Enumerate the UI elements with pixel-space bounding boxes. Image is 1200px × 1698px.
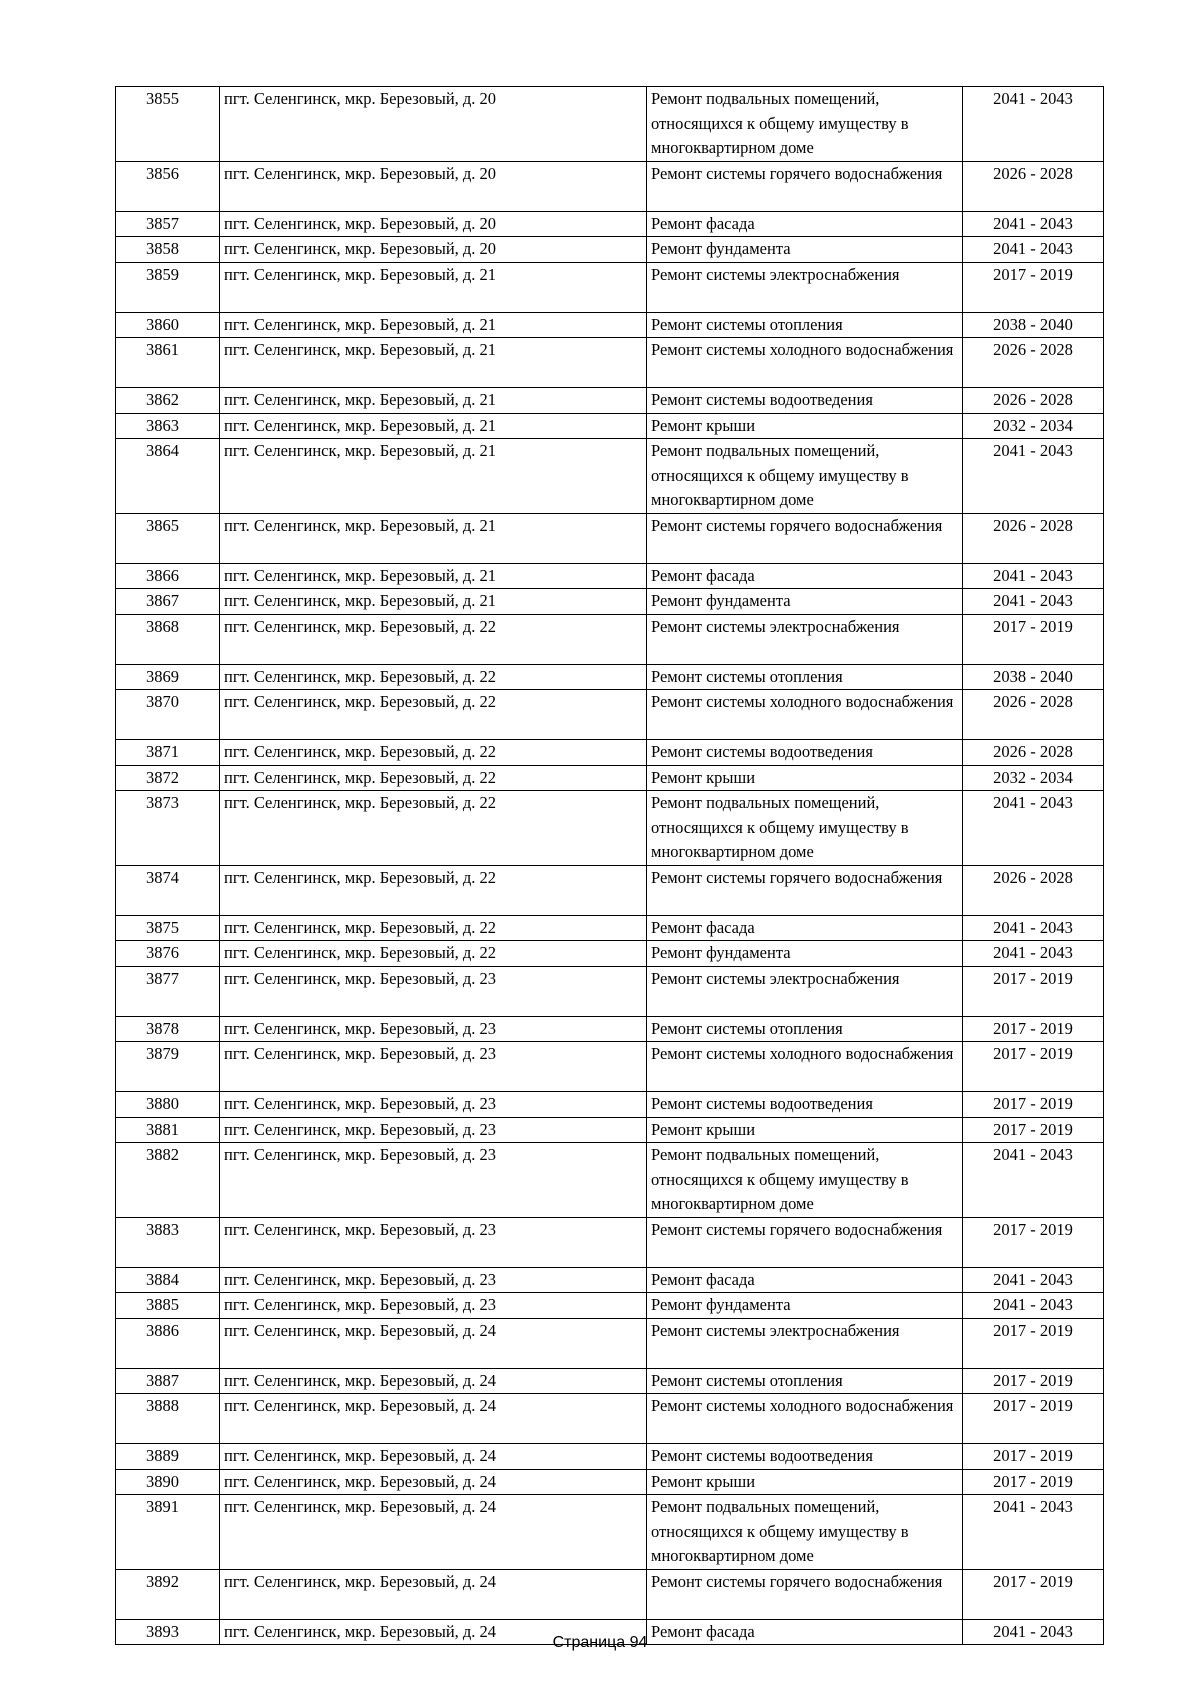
row-work-type: Ремонт фасада [647, 211, 963, 237]
row-work-type: Ремонт системы водоотведения [647, 740, 963, 766]
row-address: пгт. Селенгинск, мкр. Березовый, д. 22 [220, 765, 647, 791]
row-period: 2017 - 2019 [963, 1092, 1104, 1118]
row-period: 2017 - 2019 [963, 966, 1104, 1016]
row-number: 3870 [116, 690, 220, 740]
row-work-type: Ремонт системы водоотведения [647, 1444, 963, 1470]
row-period: 2017 - 2019 [963, 1394, 1104, 1444]
table-row [116, 1117, 1104, 1143]
table-row [116, 563, 1104, 589]
row-number: 3880 [116, 1092, 220, 1118]
row-address: пгт. Селенгинск, мкр. Березовый, д. 23 [220, 1016, 647, 1042]
row-work-type: Ремонт фасада [647, 915, 963, 941]
row-address: пгт. Селенгинск, мкр. Березовый, д. 24 [220, 1619, 647, 1645]
row-work-type: Ремонт системы отопления [647, 1368, 963, 1394]
row-number: 3873 [116, 791, 220, 866]
row-address: пгт. Селенгинск, мкр. Березовый, д. 24 [220, 1495, 647, 1570]
row-period: 2041 - 2043 [963, 1143, 1104, 1218]
row-address: пгт. Селенгинск, мкр. Березовый, д. 23 [220, 1042, 647, 1092]
row-address: пгт. Селенгинск, мкр. Березовый, д. 22 [220, 740, 647, 766]
row-period: 2017 - 2019 [963, 262, 1104, 312]
table-row [116, 413, 1104, 439]
row-address: пгт. Селенгинск, мкр. Березовый, д. 20 [220, 237, 647, 263]
row-number: 3885 [116, 1293, 220, 1319]
row-work-type: Ремонт системы водоотведения [647, 388, 963, 414]
row-period: 2041 - 2043 [963, 915, 1104, 941]
table-row [116, 1016, 1104, 1042]
repair-schedule-table [115, 86, 1104, 1645]
row-number: 3878 [116, 1016, 220, 1042]
row-number: 3867 [116, 589, 220, 615]
row-address: пгт. Селенгинск, мкр. Березовый, д. 22 [220, 941, 647, 967]
row-number: 3864 [116, 439, 220, 514]
row-number: 3856 [116, 161, 220, 211]
row-period: 2038 - 2040 [963, 312, 1104, 338]
row-work-type: Ремонт системы электроснабжения [647, 966, 963, 1016]
row-work-type: Ремонт системы электроснабжения [647, 262, 963, 312]
row-period: 2041 - 2043 [963, 589, 1104, 615]
table-row [116, 513, 1104, 563]
row-period: 2041 - 2043 [963, 1267, 1104, 1293]
table-row [116, 915, 1104, 941]
row-number: 3890 [116, 1469, 220, 1495]
table-row [116, 1495, 1104, 1570]
table-row [116, 614, 1104, 664]
row-address: пгт. Селенгинск, мкр. Березовый, д. 23 [220, 1267, 647, 1293]
row-work-type: Ремонт крыши [647, 765, 963, 791]
row-number: 3866 [116, 563, 220, 589]
row-address: пгт. Селенгинск, мкр. Березовый, д. 20 [220, 161, 647, 211]
row-number: 3859 [116, 262, 220, 312]
row-address: пгт. Селенгинск, мкр. Березовый, д. 20 [220, 87, 647, 162]
row-work-type: Ремонт системы горячего водоснабжения [647, 1217, 963, 1267]
row-number: 3865 [116, 513, 220, 563]
row-address: пгт. Селенгинск, мкр. Березовый, д. 24 [220, 1318, 647, 1368]
row-work-type: Ремонт подвальных помещений, относящихся к общему имуществу в многоквартирном доме [647, 791, 963, 866]
row-address: пгт. Селенгинск, мкр. Березовый, д. 21 [220, 513, 647, 563]
row-address: пгт. Селенгинск, мкр. Березовый, д. 24 [220, 1444, 647, 1470]
row-number: 3861 [116, 338, 220, 388]
row-period: 2017 - 2019 [963, 1117, 1104, 1143]
table-row [116, 161, 1104, 211]
row-number: 3889 [116, 1444, 220, 1470]
table-row [116, 312, 1104, 338]
row-number: 3874 [116, 865, 220, 915]
row-work-type: Ремонт подвальных помещений, относящихся к общему имуществу в многоквартирном доме [647, 1143, 963, 1218]
row-number: 3893 [116, 1619, 220, 1645]
row-number: 3882 [116, 1143, 220, 1218]
row-work-type: Ремонт системы холодного водоснабжения [647, 338, 963, 388]
row-address: пгт. Селенгинск, мкр. Березовый, д. 21 [220, 262, 647, 312]
row-number: 3888 [116, 1394, 220, 1444]
row-address: пгт. Селенгинск, мкр. Березовый, д. 22 [220, 614, 647, 664]
table-row [116, 1318, 1104, 1368]
table-row [116, 865, 1104, 915]
row-period: 2026 - 2028 [963, 388, 1104, 414]
row-number: 3855 [116, 87, 220, 162]
row-address: пгт. Селенгинск, мкр. Березовый, д. 20 [220, 211, 647, 237]
row-period: 2041 - 2043 [963, 439, 1104, 514]
row-work-type: Ремонт системы холодного водоснабжения [647, 1394, 963, 1444]
row-period: 2041 - 2043 [963, 941, 1104, 967]
row-work-type: Ремонт системы отопления [647, 664, 963, 690]
row-period: 2026 - 2028 [963, 513, 1104, 563]
row-address: пгт. Селенгинск, мкр. Березовый, д. 21 [220, 589, 647, 615]
row-work-type: Ремонт крыши [647, 413, 963, 439]
table-row [116, 237, 1104, 263]
row-period: 2041 - 2043 [963, 1293, 1104, 1319]
row-work-type: Ремонт системы холодного водоснабжения [647, 1042, 963, 1092]
row-number: 3877 [116, 966, 220, 1016]
row-address: пгт. Селенгинск, мкр. Березовый, д. 22 [220, 915, 647, 941]
row-period: 2017 - 2019 [963, 1042, 1104, 1092]
table-row [116, 1042, 1104, 1092]
row-period: 2032 - 2034 [963, 413, 1104, 439]
row-address: пгт. Селенгинск, мкр. Березовый, д. 24 [220, 1394, 647, 1444]
row-period: 2017 - 2019 [963, 1318, 1104, 1368]
table-row [116, 262, 1104, 312]
row-number: 3869 [116, 664, 220, 690]
row-number: 3876 [116, 941, 220, 967]
row-address: пгт. Селенгинск, мкр. Березовый, д. 21 [220, 563, 647, 589]
table-row [116, 1469, 1104, 1495]
page-number: Страница 94 [552, 1634, 648, 1651]
row-address: пгт. Селенгинск, мкр. Березовый, д. 23 [220, 1117, 647, 1143]
table-row [116, 589, 1104, 615]
row-period: 2041 - 2043 [963, 87, 1104, 162]
row-number: 3881 [116, 1117, 220, 1143]
row-period: 2032 - 2034 [963, 765, 1104, 791]
row-period: 2017 - 2019 [963, 1016, 1104, 1042]
table-row [116, 1217, 1104, 1267]
table-row [116, 791, 1104, 866]
row-number: 3872 [116, 765, 220, 791]
row-period: 2026 - 2028 [963, 865, 1104, 915]
row-address: пгт. Селенгинск, мкр. Березовый, д. 22 [220, 791, 647, 866]
table-row [116, 338, 1104, 388]
row-work-type: Ремонт системы электроснабжения [647, 614, 963, 664]
row-number: 3857 [116, 211, 220, 237]
row-work-type: Ремонт подвальных помещений, относящихся к общему имуществу в многоквартирном доме [647, 87, 963, 162]
table-row [116, 388, 1104, 414]
table-row [116, 439, 1104, 514]
row-period: 2041 - 2043 [963, 211, 1104, 237]
row-number: 3879 [116, 1042, 220, 1092]
row-work-type: Ремонт фундамента [647, 941, 963, 967]
table-row [116, 765, 1104, 791]
table-row [116, 1368, 1104, 1394]
row-work-type: Ремонт фундамента [647, 589, 963, 615]
row-work-type: Ремонт фундамента [647, 237, 963, 263]
table-row [116, 690, 1104, 740]
row-address: пгт. Селенгинск, мкр. Березовый, д. 21 [220, 413, 647, 439]
row-number: 3875 [116, 915, 220, 941]
row-number: 3891 [116, 1495, 220, 1570]
table-row [116, 211, 1104, 237]
row-address: пгт. Селенгинск, мкр. Березовый, д. 21 [220, 338, 647, 388]
row-period: 2017 - 2019 [963, 1217, 1104, 1267]
row-address: пгт. Селенгинск, мкр. Березовый, д. 23 [220, 1143, 647, 1218]
row-work-type: Ремонт системы отопления [647, 1016, 963, 1042]
table-row [116, 1092, 1104, 1118]
table-row [116, 1293, 1104, 1319]
row-period: 2017 - 2019 [963, 614, 1104, 664]
row-work-type: Ремонт системы горячего водоснабжения [647, 513, 963, 563]
row-number: 3863 [116, 413, 220, 439]
table-row [116, 1143, 1104, 1218]
table-row [116, 1444, 1104, 1470]
row-period: 2041 - 2043 [963, 563, 1104, 589]
row-address: пгт. Селенгинск, мкр. Березовый, д. 23 [220, 1217, 647, 1267]
row-address: пгт. Селенгинск, мкр. Березовый, д. 21 [220, 312, 647, 338]
row-address: пгт. Селенгинск, мкр. Березовый, д. 22 [220, 664, 647, 690]
row-number: 3883 [116, 1217, 220, 1267]
row-work-type: Ремонт фундамента [647, 1293, 963, 1319]
row-period: 2026 - 2028 [963, 338, 1104, 388]
row-work-type: Ремонт крыши [647, 1469, 963, 1495]
row-number: 3858 [116, 237, 220, 263]
row-address: пгт. Селенгинск, мкр. Березовый, д. 23 [220, 966, 647, 1016]
row-work-type: Ремонт системы горячего водоснабжения [647, 865, 963, 915]
row-period: 2026 - 2028 [963, 690, 1104, 740]
row-period: 2017 - 2019 [963, 1368, 1104, 1394]
row-address: пгт. Селенгинск, мкр. Березовый, д. 23 [220, 1092, 647, 1118]
row-number: 3892 [116, 1569, 220, 1619]
row-period: 2017 - 2019 [963, 1469, 1104, 1495]
row-number: 3887 [116, 1368, 220, 1394]
row-period: 2041 - 2043 [963, 791, 1104, 866]
row-period: 2038 - 2040 [963, 664, 1104, 690]
row-address: пгт. Селенгинск, мкр. Березовый, д. 21 [220, 439, 647, 514]
row-address: пгт. Селенгинск, мкр. Березовый, д. 22 [220, 690, 647, 740]
table-row [116, 941, 1104, 967]
row-number: 3871 [116, 740, 220, 766]
row-period: 2041 - 2043 [963, 1619, 1104, 1645]
table-row [116, 664, 1104, 690]
row-work-type: Ремонт системы электроснабжения [647, 1318, 963, 1368]
row-period: 2017 - 2019 [963, 1444, 1104, 1470]
row-number: 3860 [116, 312, 220, 338]
row-number: 3886 [116, 1318, 220, 1368]
table-row [116, 740, 1104, 766]
row-period: 2017 - 2019 [963, 1569, 1104, 1619]
row-address: пгт. Селенгинск, мкр. Березовый, д. 24 [220, 1368, 647, 1394]
row-address: пгт. Селенгинск, мкр. Березовый, д. 24 [220, 1469, 647, 1495]
row-work-type: Ремонт системы холодного водоснабжения [647, 690, 963, 740]
row-period: 2041 - 2043 [963, 1495, 1104, 1570]
row-address: пгт. Селенгинск, мкр. Березовый, д. 23 [220, 1293, 647, 1319]
row-work-type: Ремонт системы водоотведения [647, 1092, 963, 1118]
row-address: пгт. Селенгинск, мкр. Березовый, д. 22 [220, 865, 647, 915]
row-work-type: Ремонт крыши [647, 1117, 963, 1143]
table-row [116, 1569, 1104, 1619]
row-work-type: Ремонт системы горячего водоснабжения [647, 161, 963, 211]
table-row [116, 966, 1104, 1016]
row-period: 2041 - 2043 [963, 237, 1104, 263]
row-work-type: Ремонт системы отопления [647, 312, 963, 338]
row-address: пгт. Селенгинск, мкр. Березовый, д. 24 [220, 1569, 647, 1619]
row-work-type: Ремонт системы горячего водоснабжения [647, 1569, 963, 1619]
row-address: пгт. Селенгинск, мкр. Березовый, д. 21 [220, 388, 647, 414]
row-period: 2026 - 2028 [963, 740, 1104, 766]
row-work-type: Ремонт подвальных помещений, относящихся к общему имуществу в многоквартирном доме [647, 439, 963, 514]
table-row [116, 1394, 1104, 1444]
table-body [116, 87, 1104, 1645]
row-work-type: Ремонт фасада [647, 1619, 963, 1645]
row-work-type: Ремонт фасада [647, 563, 963, 589]
row-number: 3868 [116, 614, 220, 664]
table-row [116, 1267, 1104, 1293]
row-work-type: Ремонт подвальных помещений, относящихся к общему имуществу в многоквартирном доме [647, 1495, 963, 1570]
table-row [116, 87, 1104, 162]
row-period: 2026 - 2028 [963, 161, 1104, 211]
row-work-type: Ремонт фасада [647, 1267, 963, 1293]
row-number: 3884 [116, 1267, 220, 1293]
row-number: 3862 [116, 388, 220, 414]
